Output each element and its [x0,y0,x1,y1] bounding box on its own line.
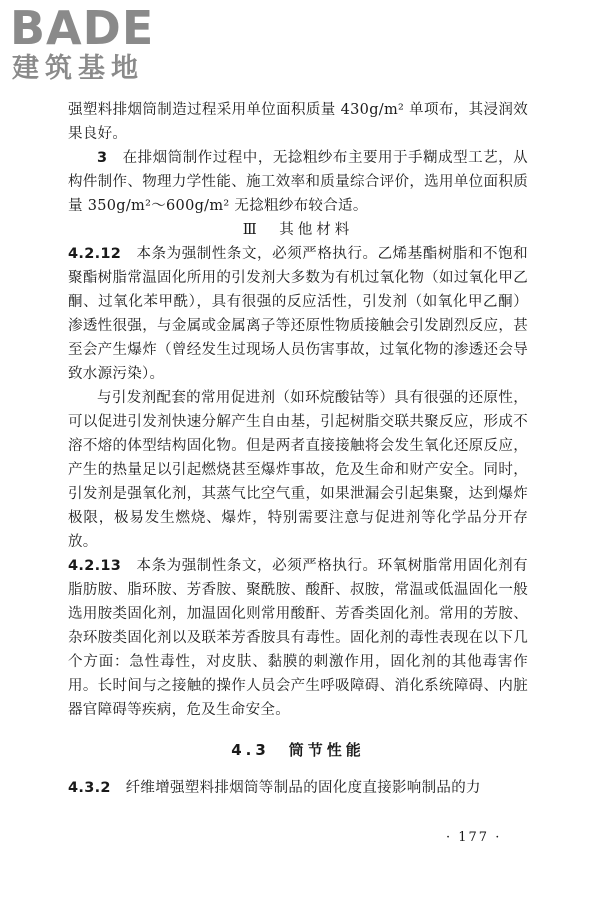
clause-number: 4.3.2 [68,780,111,796]
watermark-brand: BADE [10,1,155,55]
clause-number: 4.2.13 [68,558,122,574]
watermark-logo [8,1,178,88]
clause-text: 本条为强制性条文，必须严格执行。乙烯基酯树脂和不饱和聚酯树脂常温固化所用的引发剂大多数为有机过氧化物（如过氧化甲乙酮、过氧化苯甲酰），具有很强的反应活性，引发剂（如氧化甲乙酮）渗透性很强，与金属或金属离子等还原性物质接触会引发剧烈反应，甚至会产生爆炸（曾经发生过现场人员伤害事故，过氧化物的渗透还会导致水源污染）。 [68,246,528,382]
item-number: 3 [97,150,108,166]
clause-text: 纤维增强塑料排烟筒等制品的固化度直接影响制品的力 [125,780,481,796]
page-number: · 177 · [446,830,502,845]
clause-4-2-13 [68,554,528,722]
document-body [68,98,528,800]
clause-4-3-2 [68,776,528,800]
clause-number: 4.2.12 [68,246,122,262]
paragraph-item-3 [68,146,528,218]
paragraph-continued: 强塑料排烟筒制造过程采用单位面积质量 430g/m² 单项布，其浸润效果良好。 [68,102,528,142]
clause-text: 本条为强制性条文，必须严格执行。环氧树脂常用固化剂有脂肪胺、脂环胺、芳香胺、聚酰胺、酸酐、叔胺，常温或低温固化一般选用胺类固化剂，加温固化则常用酸酐、芳香类固化剂。常用的芳胺、杂环胺类固化剂以及联苯芳香胺具有毒性。固化剂的毒性表现在以下几个方面：急性毒性，对皮肤、黏膜的刺激作用，固化剂的其他毒害作用。长时间与之接触的操作人员会产生呼吸障碍、消化系统障碍、内脏器官障碍等疾病，危及生命安全。 [68,558,528,718]
clause-4-2-12-paragraph-2: 与引发剂配套的常用促进剂（如环烷酸钴等）具有很强的还原性，可以促进引发剂快速分解产生自由基，引起树脂交联共聚反应，形成不溶不熔的体型结构固化物。但是两者直接接触将会发生氧化还原反应，产生的热量足以引起燃烧甚至爆炸事故，危及生命和财产安全。同时，引发剂是强氧化剂，其蒸气比空气重，如果泄漏会引起集聚，达到爆炸极限，极易发生燃烧、爆炸，特别需要注意与促进剂等化学品分开存放。 [68,390,528,550]
section-title: 4.3 筒节性能 [231,741,365,759]
item-text: 在排烟筒制作过程中，无捻粗纱布主要用于手糊成型工艺，从构件制作、物理力学性能、施工效率和质量综合评价，选用单位面积质量 350g/m²～600g/m² 无捻粗纱布较合适。 [68,150,528,214]
subheading-other-materials: Ⅲ 其他材料 [242,222,354,238]
clause-4-2-12 [68,242,528,386]
watermark-subtitle: 建筑基地 [12,53,144,84]
